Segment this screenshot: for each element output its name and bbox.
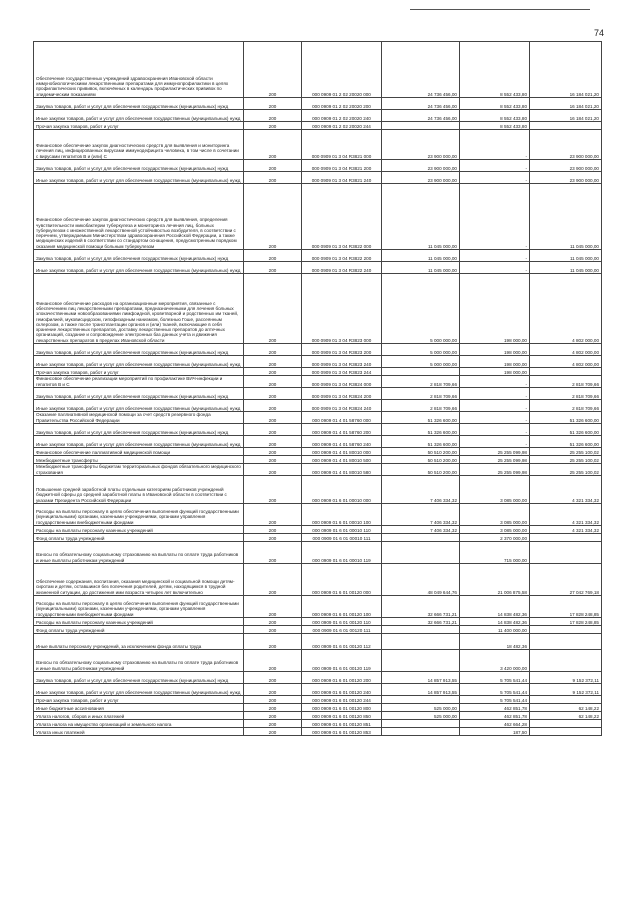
cell-v3: 51 326 600,00 <box>530 436 602 448</box>
cell-code1: 200 <box>244 634 302 650</box>
cell-v1: 2 818 709,66 <box>382 400 460 412</box>
table-row <box>34 262 602 274</box>
cell-v3: 17 828 248,85 <box>530 596 602 618</box>
cell-name: Иные закупки товаров, работ и услуг для обеспечения государственных (муниципальных) нужд <box>34 400 244 412</box>
table-row <box>34 388 602 400</box>
table-row <box>34 400 602 412</box>
cell-code2: 000 0909 01 6 01 00120 853 <box>302 728 382 736</box>
table-row <box>34 130 602 160</box>
table-row <box>34 376 602 388</box>
cell-v3 <box>530 650 602 672</box>
cell-code1: 200 <box>244 542 302 564</box>
table-row <box>34 98 602 110</box>
cell-name: Фонд оплаты труда учреждений <box>34 534 244 542</box>
cell-v2: 18 482,36 <box>460 634 530 650</box>
cell-name: Иные закупки товаров, работ и услуг для обеспечения государственных (муниципальных) нужд <box>34 262 244 274</box>
cell-code2: 000 0909 01 6 01 00120 240 <box>302 684 382 696</box>
cell-name: Уплата налога на имущество организаций и земельного налога <box>34 720 244 728</box>
cell-name: Оказание паллиативной медицинской помощи за счет средств резервного фонда Правительства Российской Федерации <box>34 412 244 424</box>
cell-v1 <box>382 634 460 650</box>
cell-v3 <box>530 634 602 650</box>
table-row <box>34 650 602 672</box>
cell-name: Закупка товаров, работ и услуг для обеспечения государственных (муниципальных) нужд <box>34 160 244 172</box>
cell-v2: - <box>460 250 530 262</box>
cell-code1: 200 <box>244 412 302 424</box>
cell-v3: 2 818 709,66 <box>530 400 602 412</box>
cell-v3: 17 828 248,85 <box>530 618 602 626</box>
cell-code2: 000 0909 01 6 01 00120 110 <box>302 618 382 626</box>
cell-v2: 3 420 000,00 <box>460 650 530 672</box>
cell-code1: 200 <box>244 564 302 596</box>
table-row <box>34 504 602 526</box>
cell-name: Финансовое обеспечение реализации мероприятий по профилактике ВИЧ-инфекции и гепатитов В и С <box>34 376 244 388</box>
cell-v2: 3 085 000,00 <box>460 526 530 534</box>
cell-v3: 25 255 100,02 <box>530 464 602 476</box>
cell-v3: 11 045 000,00 <box>530 184 602 250</box>
cell-code1: 200 <box>244 456 302 464</box>
table-row <box>34 534 602 542</box>
cell-name: Уплата налогов, сборов и иных платежей <box>34 712 244 720</box>
cell-v3 <box>530 728 602 736</box>
cell-code2: 000 0909 01 3 04 R3822 200 <box>302 250 382 262</box>
table-row <box>34 356 602 368</box>
table-row <box>34 672 602 684</box>
cell-v2: 25 255 099,98 <box>460 464 530 476</box>
cell-name: Расходы на выплаты персоналу в целях обеспечения выполнения функций государственными (муниципальными) органами, казенными учреждениями, органами управления государственными внебюджетными фондами <box>34 596 244 618</box>
table-row <box>34 122 602 130</box>
cell-v2: 462 664,28 <box>460 720 530 728</box>
cell-code2: 000 0909 01 4 01 80010 500 <box>302 456 382 464</box>
cell-v3: 9 152 372,11 <box>530 684 602 696</box>
cell-v2: 8 552 433,80 <box>460 42 530 98</box>
table-row <box>34 542 602 564</box>
cell-code1: 200 <box>244 250 302 262</box>
cell-code2: 000 0909 01 4 01 58760 000 <box>302 412 382 424</box>
cell-code1: 200 <box>244 376 302 388</box>
cell-v1 <box>382 650 460 672</box>
cell-code1: 200 <box>244 184 302 250</box>
cell-name: Взносы по обязательному социальному страхованию на выплаты по оплате труда работников и иные выплаты работникам учреждений <box>34 650 244 672</box>
cell-code2: 000 0909 01 4 01 58760 200 <box>302 424 382 436</box>
cell-name: Закупка товаров, работ и услуг для обеспечения государственных (муниципальных) нужд <box>34 344 244 356</box>
cell-v1: 50 510 200,00 <box>382 456 460 464</box>
cell-name: Закупка товаров, работ и услуг для обеспечения государственных (муниципальных) нужд <box>34 250 244 262</box>
table-row <box>34 684 602 696</box>
cell-code2: 000 0909 01 3 04 R3822 000 <box>302 184 382 250</box>
cell-name: Обеспечение государственных учреждений здравоохранения Ивановской области иммунобиологическими лекарственными препаратами для иммунопрофилактики в целях профилактических прививок, включённых в календарь профилактических прививок по эпидемическим показаниям <box>34 42 244 98</box>
cell-v1 <box>382 122 460 130</box>
table-row <box>34 184 602 250</box>
table-row <box>34 412 602 424</box>
table-row <box>34 464 602 476</box>
cell-v1: 525 000,00 <box>382 704 460 712</box>
table-row <box>34 712 602 720</box>
cell-v2: 11 400 000,00 <box>460 626 530 634</box>
cell-v2: 8 552 433,80 <box>460 122 530 130</box>
cell-v1: 14 857 913,55 <box>382 672 460 684</box>
cell-v2: 3 085 000,00 <box>460 476 530 504</box>
cell-code2: 000 0909 01 2 02 20020 244 <box>302 122 382 130</box>
cell-v1: 5 000 000,00 <box>382 274 460 344</box>
cell-v1: 525 000,00 <box>382 712 460 720</box>
cell-v2: 2 370 000,00 <box>460 534 530 542</box>
cell-name: Финансовое обеспечение расходов на организационные мероприятия, связанные с обеспечением лиц лекарственными препаратами, предназначенными для лечения больных злокачественными новообразованиями лимфоидной, кроветворной и родственных им тканей, гемофилией, муковисцидозом, гипофизарным нанизмом, болезнью Гоше, рассеянным склерозом, а также после трансплантации органов и (или) тканей, включающие в себя хранение лекарственных препаратов, доставку лекарственных препаратов до аптечных организаций, создание и сопровождение электронных баз данных учета и движения лекарственных препаратов в пределах Ивановской области <box>34 274 244 344</box>
table-row <box>34 526 602 534</box>
cell-v2: - <box>460 388 530 400</box>
table-row <box>34 448 602 456</box>
table-row <box>34 456 602 464</box>
cell-code1: 200 <box>244 400 302 412</box>
cell-name: Расходы на выплаты персоналу казенных учреждений <box>34 526 244 534</box>
cell-code1: 200 <box>244 388 302 400</box>
cell-v3: 62 148,22 <box>530 712 602 720</box>
table-row <box>34 160 602 172</box>
cell-code2: 000 0909 01 6 01 00120 000 <box>302 564 382 596</box>
cell-code1: 200 <box>244 98 302 110</box>
table-row <box>34 42 602 98</box>
cell-name: Межбюджетные трансферты <box>34 456 244 464</box>
cell-name: Взносы по обязательному социальному страхованию на выплаты по оплате труда работников и иные выплаты работникам учреждений <box>34 542 244 564</box>
table-row <box>34 596 602 618</box>
cell-v2: - <box>460 184 530 250</box>
cell-v3: 25 255 100,02 <box>530 456 602 464</box>
cell-v3: 51 326 600,00 <box>530 412 602 424</box>
cell-code2: 000 0909 01 6 01 00120 111 <box>302 626 382 634</box>
cell-v3: 4 802 000,00 <box>530 274 602 344</box>
cell-v3: 25 255 100,02 <box>530 448 602 456</box>
cell-code1: 200 <box>244 368 302 376</box>
cell-code2: 000 0909 01 6 01 00120 800 <box>302 704 382 712</box>
cell-code2: 000 0909 01 6 01 00120 112 <box>302 634 382 650</box>
cell-v3 <box>530 534 602 542</box>
cell-code1: 200 <box>244 504 302 526</box>
cell-code1: 200 <box>244 160 302 172</box>
cell-v3: 4 321 334,32 <box>530 526 602 534</box>
cell-v1: 23 900 000,00 <box>382 172 460 184</box>
cell-code1: 200 <box>244 712 302 720</box>
cell-code2: 000 0909 01 6 01 00010 111 <box>302 534 382 542</box>
cell-v1: 2 818 709,66 <box>382 376 460 388</box>
cell-name: Финансовое обеспечение паллиативной медицинской помощи <box>34 448 244 456</box>
cell-v3: 23 900 000,00 <box>530 172 602 184</box>
cell-v2: - <box>460 130 530 160</box>
cell-v1: 51 326 600,00 <box>382 436 460 448</box>
cell-code2: 000 0909 01 4 01 80010 000 <box>302 448 382 456</box>
cell-v1 <box>382 728 460 736</box>
cell-code1: 200 <box>244 274 302 344</box>
cell-v3: 2 818 709,66 <box>530 388 602 400</box>
cell-v2: 14 838 482,36 <box>460 596 530 618</box>
cell-v2: - <box>460 424 530 436</box>
table-row <box>34 436 602 448</box>
table-row <box>34 720 602 728</box>
table-row <box>34 172 602 184</box>
cell-v1: 50 510 200,00 <box>382 448 460 456</box>
cell-code1: 200 <box>244 626 302 634</box>
cell-v1: 32 666 731,21 <box>382 618 460 626</box>
cell-v1: 23 900 000,00 <box>382 130 460 160</box>
cell-v1 <box>382 368 460 376</box>
cell-v2: 198 000,00 <box>460 344 530 356</box>
cell-code2: 000 0909 01 2 02 20020 200 <box>302 98 382 110</box>
cell-name: Иные закупки товаров, работ и услуг для обеспечения государственных (муниципальных) нужд <box>34 110 244 122</box>
cell-code1: 200 <box>244 110 302 122</box>
cell-name: Закупка товаров, работ и услуг для обеспечения государственных (муниципальных) нужд <box>34 672 244 684</box>
cell-v1: 24 736 456,00 <box>382 42 460 98</box>
cell-v3 <box>530 368 602 376</box>
table-row <box>34 476 602 504</box>
cell-code2: 000 0909 01 3 04 R3821 200 <box>302 160 382 172</box>
cell-code1: 200 <box>244 696 302 704</box>
cell-v3: 9 152 372,11 <box>530 672 602 684</box>
table-row <box>34 110 602 122</box>
cell-v2: 5 705 541,44 <box>460 696 530 704</box>
cell-v3: 16 184 021,20 <box>530 98 602 110</box>
cell-v1: 11 045 000,00 <box>382 250 460 262</box>
cell-v1: 5 000 000,00 <box>382 356 460 368</box>
cell-v3: 27 042 769,18 <box>530 564 602 596</box>
cell-code1: 200 <box>244 476 302 504</box>
cell-v1 <box>382 542 460 564</box>
cell-v1: 24 736 456,00 <box>382 98 460 110</box>
cell-v1 <box>382 626 460 634</box>
cell-v1 <box>382 534 460 542</box>
cell-v3 <box>530 626 602 634</box>
cell-v2: 25 255 099,98 <box>460 456 530 464</box>
cell-code2: 000 0909 01 3 04 R3821 000 <box>302 130 382 160</box>
cell-v3 <box>530 122 602 130</box>
cell-code2: 000 0909 01 3 04 R3822 240 <box>302 262 382 274</box>
cell-code1: 200 <box>244 42 302 98</box>
cell-code2: 000 0909 01 3 04 R3823 200 <box>302 344 382 356</box>
cell-code1: 200 <box>244 344 302 356</box>
cell-code2: 000 0909 01 2 02 20020 240 <box>302 110 382 122</box>
cell-v3 <box>530 696 602 704</box>
cell-code2: 000 0909 01 6 01 00120 200 <box>302 672 382 684</box>
cell-v2: 715 000,00 <box>460 542 530 564</box>
cell-code2: 000 0909 01 6 01 00120 100 <box>302 596 382 618</box>
cell-code1: 200 <box>244 424 302 436</box>
cell-code1: 200 <box>244 618 302 626</box>
cell-code1: 200 <box>244 356 302 368</box>
cell-v3 <box>530 720 602 728</box>
cell-v2: - <box>460 262 530 274</box>
cell-name: Прочая закупка товаров, работ и услуг <box>34 696 244 704</box>
cell-code2: 000 0909 01 6 01 00120 851 <box>302 720 382 728</box>
table-row <box>34 704 602 712</box>
cell-v2: - <box>460 412 530 424</box>
cell-v2: 462 851,78 <box>460 704 530 712</box>
cell-v1: 7 406 334,32 <box>382 504 460 526</box>
cell-v3: 51 326 600,00 <box>530 424 602 436</box>
cell-v1: 14 857 913,55 <box>382 684 460 696</box>
cell-v3: 23 900 000,00 <box>530 130 602 160</box>
cell-name: Обеспечение содержания, воспитания, оказания медицинской и социальной помощи детям-сиротам и детям, оставшимся без попечения родителей, детям, находящимся в трудной жизненной ситуации, до достижения ими возраста четырех лет включительно <box>34 564 244 596</box>
cell-code1: 200 <box>244 436 302 448</box>
cell-code1: 200 <box>244 684 302 696</box>
cell-v1: 7 406 334,32 <box>382 476 460 504</box>
cell-code2: 000 0909 01 6 01 00010 119 <box>302 542 382 564</box>
cell-name: Иные закупки товаров, работ и услуг для обеспечения государственных (муниципальных) нужд <box>34 172 244 184</box>
cell-code2: 000 0909 01 3 04 R3824 240 <box>302 400 382 412</box>
cell-code1: 200 <box>244 130 302 160</box>
cell-v2: 5 705 541,44 <box>460 672 530 684</box>
cell-name: Финансовое обеспечение закупок диагностических средств для выявления и мониторинга лечения лиц, инфицированных вирусами иммунодефицита человека, в том числе в сочетании с вирусами гепатитов В и (или) С <box>34 130 244 160</box>
cell-code1: 200 <box>244 262 302 274</box>
table-row <box>34 618 602 626</box>
cell-v1: 51 326 600,00 <box>382 412 460 424</box>
cell-v2: 8 552 433,80 <box>460 98 530 110</box>
cell-v1: 51 326 600,00 <box>382 424 460 436</box>
cell-v3: 62 148,22 <box>530 704 602 712</box>
cell-v2: 25 255 099,98 <box>460 448 530 456</box>
cell-v3: 4 802 000,00 <box>530 344 602 356</box>
cell-name: Закупка товаров, работ и услуг для обеспечения государственных (муниципальных) нужд <box>34 388 244 400</box>
cell-code1: 200 <box>244 122 302 130</box>
cell-v1: 11 045 000,00 <box>382 262 460 274</box>
cell-code2: 000 0909 01 3 04 R3823 244 <box>302 368 382 376</box>
cell-v3: 16 184 021,20 <box>530 110 602 122</box>
cell-v3: 16 184 021,20 <box>530 42 602 98</box>
cell-code1: 200 <box>244 704 302 712</box>
cell-v2: 14 838 482,36 <box>460 618 530 626</box>
cell-v2: 462 851,78 <box>460 712 530 720</box>
cell-v1: 50 510 200,00 <box>382 464 460 476</box>
cell-code2: 000 0909 01 6 01 00010 110 <box>302 526 382 534</box>
cell-name: Межбюджетные трансферты бюджетам территориальных фондов обязательного медицинского страхования <box>34 464 244 476</box>
cell-v3: 11 045 000,00 <box>530 250 602 262</box>
cell-code1: 200 <box>244 534 302 542</box>
cell-name: Уплата иных платежей <box>34 728 244 736</box>
cell-v1: 24 736 456,00 <box>382 110 460 122</box>
cell-code2: 000 0909 01 6 01 00120 119 <box>302 650 382 672</box>
cell-v2: - <box>460 436 530 448</box>
cell-v3: 4 802 000,00 <box>530 356 602 368</box>
cell-name: Иные бюджетные ассигнования <box>34 704 244 712</box>
cell-name: Прочая закупка товаров, работ и услуг <box>34 122 244 130</box>
budget-table <box>33 41 602 736</box>
cell-code2: 000 0909 01 2 02 20020 000 <box>302 42 382 98</box>
cell-v1: 48 049 644,76 <box>382 564 460 596</box>
cell-name: Иные закупки товаров, работ и услуг для обеспечения государственных (муниципальных) нужд <box>34 436 244 448</box>
cell-code2: 000 0909 01 6 01 00120 850 <box>302 712 382 720</box>
cell-code1: 200 <box>244 596 302 618</box>
table-row <box>34 634 602 650</box>
cell-v3: 23 900 000,00 <box>530 160 602 172</box>
cell-v3: 2 818 709,66 <box>530 376 602 388</box>
cell-code2: 000 0909 01 6 01 00010 000 <box>302 476 382 504</box>
cell-code1: 200 <box>244 172 302 184</box>
cell-code2: 000 0909 01 6 01 00010 100 <box>302 504 382 526</box>
cell-v3: 4 321 334,32 <box>530 504 602 526</box>
page-number: 74 <box>594 28 605 38</box>
cell-v1: 32 666 731,21 <box>382 596 460 618</box>
cell-v1: 5 000 000,00 <box>382 344 460 356</box>
cell-v2: 187,50 <box>460 728 530 736</box>
cell-v1: 2 818 709,66 <box>382 388 460 400</box>
cell-v3 <box>530 542 602 564</box>
table-row <box>34 626 602 634</box>
cell-name: Иные выплаты персоналу учреждений, за исключением фонда оплаты труда <box>34 634 244 650</box>
cell-name: Фонд оплаты труда учреждений <box>34 626 244 634</box>
top-rule <box>410 9 590 10</box>
cell-name: Финансовое обеспечение закупок диагностических средств для выявления, определения чувствительности микобактерии туберкулеза и мониторинга лечения лиц, больных туберкулезом с множественной лекарственной устойчивостью возбудителя, в соответствии с перечнем, утверждаемым Министерством здравоохранения Российской Федерации, а также медицинских изделий в соответствии со стандартом оснащения, предусмотренным порядком оказания медицинской помощи больным туберкулезом <box>34 184 244 250</box>
cell-code2: 000 0909 01 3 04 R3821 240 <box>302 172 382 184</box>
cell-v1 <box>382 720 460 728</box>
cell-code2: 000 0909 01 3 04 R3824 200 <box>302 388 382 400</box>
cell-name: Иные закупки товаров, работ и услуг для обеспечения государственных (муниципальных) нужд <box>34 356 244 368</box>
cell-v1 <box>382 696 460 704</box>
cell-code1: 200 <box>244 448 302 456</box>
cell-v2: - <box>460 400 530 412</box>
cell-v3: 4 321 334,32 <box>530 476 602 504</box>
cell-v2: - <box>460 160 530 172</box>
cell-v1: 11 045 000,00 <box>382 184 460 250</box>
table-row <box>34 696 602 704</box>
cell-v2: 3 085 000,00 <box>460 504 530 526</box>
cell-v1: 23 900 000,00 <box>382 160 460 172</box>
cell-name: Закупка товаров, работ и услуг для обеспечения государственных (муниципальных) нужд <box>34 98 244 110</box>
cell-v2: - <box>460 172 530 184</box>
cell-code1: 200 <box>244 728 302 736</box>
cell-v2: 5 705 541,44 <box>460 684 530 696</box>
cell-code1: 200 <box>244 672 302 684</box>
cell-v2: 21 006 875,58 <box>460 564 530 596</box>
cell-name: Расходы на выплаты персоналу в целях обеспечения выполнения функций государственными (муниципальными) органами, казенными учреждениями, органами управления государственными внебюджетными фондами <box>34 504 244 526</box>
table-row <box>34 368 602 376</box>
cell-v2: - <box>460 376 530 388</box>
cell-code2: 000 0909 01 3 04 R3823 240 <box>302 356 382 368</box>
cell-v2: 198 000,00 <box>460 356 530 368</box>
cell-name: Закупка товаров, работ и услуг для обеспечения государственных (муниципальных) нужд <box>34 424 244 436</box>
cell-code1: 200 <box>244 526 302 534</box>
table-row <box>34 344 602 356</box>
cell-name: Иные закупки товаров, работ и услуг для обеспечения государственных (муниципальных) нужд <box>34 684 244 696</box>
cell-code2: 000 0909 01 4 01 80010 580 <box>302 464 382 476</box>
cell-code1: 200 <box>244 720 302 728</box>
table-row <box>34 274 602 344</box>
cell-code1: 200 <box>244 650 302 672</box>
cell-code2: 000 0909 01 6 01 00120 244 <box>302 696 382 704</box>
cell-v2: 198 000,00 <box>460 368 530 376</box>
cell-code2: 000 0909 01 3 04 R3823 000 <box>302 274 382 344</box>
cell-v2: 8 552 433,80 <box>460 110 530 122</box>
table-row <box>34 728 602 736</box>
cell-v1: 7 406 334,32 <box>382 526 460 534</box>
table-row <box>34 564 602 596</box>
cell-code1: 200 <box>244 464 302 476</box>
table-row <box>34 424 602 436</box>
cell-v3: 11 045 000,00 <box>530 262 602 274</box>
cell-name: Повышение средней заработной платы отдельным категориям работников учреждений бюджетной сферы до средней заработной платы в Ивановской области в соответствии с указами Президента Российской Федерации <box>34 476 244 504</box>
cell-name: Расходы на выплаты персоналу казенных учреждений <box>34 618 244 626</box>
table-row <box>34 250 602 262</box>
cell-code2: 000 0909 01 4 01 58760 240 <box>302 436 382 448</box>
cell-name: Прочая закупка товаров, работ и услуг <box>34 368 244 376</box>
cell-v2: 198 000,00 <box>460 274 530 344</box>
cell-code2: 000 0909 01 3 04 R3824 000 <box>302 376 382 388</box>
